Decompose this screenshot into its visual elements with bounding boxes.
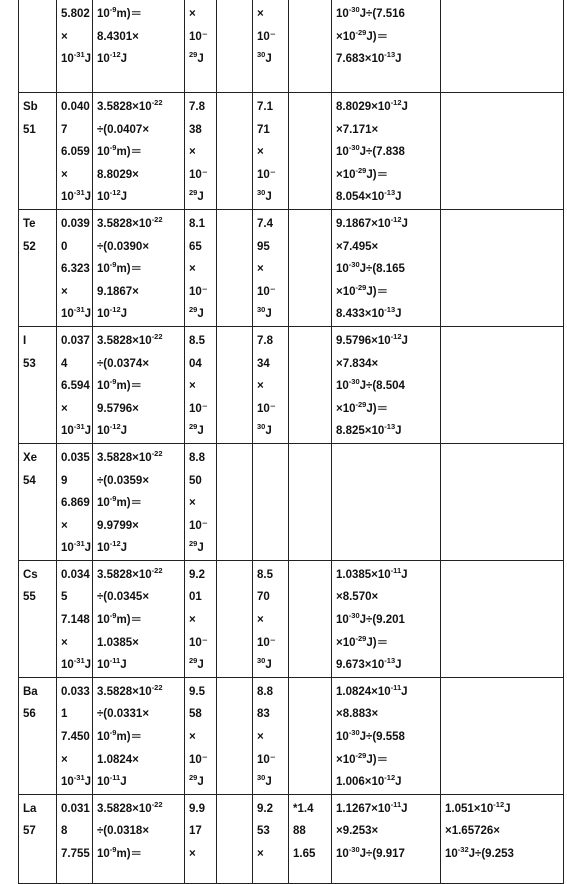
- extra-calc-cell: [441, 443, 564, 560]
- cell-line: ×: [189, 848, 196, 860]
- cell-line: $10^{-9}m)=$: [97, 494, 143, 510]
- cell-line: 10⁻: [189, 519, 208, 532]
- cell-line: ÷(0.0318×: [97, 825, 150, 838]
- cell-line: 4: [61, 357, 68, 370]
- cell-line: 1.0824×: [97, 753, 139, 766]
- cell-line: 1.0385×: [97, 636, 139, 649]
- value-cell: [57, 443, 93, 560]
- table-row: [19, 794, 564, 883]
- cell-line: 6.059: [61, 146, 90, 159]
- table-row: [19, 209, 564, 326]
- cell-line: 9.1867×: [97, 285, 139, 298]
- product-calc-cell: [332, 209, 441, 326]
- cell-line: $10^{-30}J\div(9.917$: [336, 845, 405, 860]
- value-cell: [57, 0, 93, 93]
- ratio-cell: [185, 326, 217, 443]
- cell-line: ×: [61, 30, 68, 43]
- cell-line: 0.033: [61, 685, 90, 698]
- cell-line: 65: [189, 240, 202, 253]
- cell-line: ×: [257, 731, 264, 744]
- cell-line: 57: [23, 825, 36, 838]
- note-cell: [289, 93, 332, 210]
- cell-line: $10^{-31}J$: [61, 305, 92, 321]
- cell-line: Ba: [23, 685, 38, 698]
- cell-line: 50: [189, 474, 202, 487]
- cell-line: 38: [189, 123, 202, 136]
- cell-line: 9.9: [189, 802, 205, 815]
- cell-line: $^{29}$J: [189, 188, 204, 204]
- cell-line: ÷(0.0345×: [97, 591, 150, 604]
- cell-line: ×1.65726×: [445, 825, 501, 838]
- energy-calc-cell: [93, 560, 185, 677]
- cell-line: $8.8029\times 10^{-12}J$: [336, 98, 408, 113]
- cell-line: $10^{-9}m)=$: [97, 143, 143, 159]
- cell-line: $1.0824\times 10^{-11}J$: [336, 682, 408, 698]
- energy-calc-cell: [93, 0, 185, 93]
- blank-cell: [217, 677, 253, 794]
- cell-line: 54: [23, 474, 36, 487]
- cell-line: 8.4301×: [97, 30, 139, 43]
- cell-line: $10^{-30}J\div(8.165$: [336, 260, 405, 276]
- cell-line: $10^{-30}J\div(7.516$: [336, 5, 405, 20]
- cell-line: 7.8: [189, 101, 205, 113]
- cell-line: $7.683\times 10^{-13}J$: [336, 50, 402, 66]
- cell-line: 0.040: [61, 101, 90, 113]
- energy-calc-cell: [93, 794, 185, 883]
- ratio-cell: [185, 677, 217, 794]
- cell-line: $10^{-31}J$: [61, 656, 92, 672]
- cell-line: 70: [257, 591, 270, 604]
- product-calc-cell: [332, 443, 441, 560]
- cell-line: ×7.171×: [336, 123, 379, 136]
- product-calc-cell: [332, 0, 441, 93]
- cell-line: $10^{-9}m)=$: [97, 5, 143, 20]
- energy-calc-cell: [93, 443, 185, 560]
- cell-line: 8.8029×: [97, 168, 139, 181]
- cell-line: ×: [257, 263, 264, 276]
- cell-line: $\times 10^{-29}J)=$: [336, 750, 389, 766]
- cell-line: $^{29}$J: [189, 539, 204, 555]
- cell-line: 10⁻: [189, 168, 208, 181]
- cell-line: 8.1: [189, 217, 205, 230]
- cell-line: 8.5: [189, 334, 205, 347]
- cell-line: ×: [257, 380, 264, 393]
- blank-cell: [217, 326, 253, 443]
- cell-line: $\times 10^{-29}J)=$: [336, 282, 389, 298]
- cell-line: ×: [61, 168, 68, 181]
- cell-line: 10⁻: [189, 402, 208, 415]
- cell-line: ×8.570×: [336, 591, 379, 604]
- cell-line: $1.051\times 10^{-12}J$: [445, 799, 511, 815]
- cell-line: $3.5828\times 10^{-22}$: [97, 799, 163, 815]
- cell-line: 51: [23, 123, 36, 136]
- cell-line: $\times 10^{-29}J)=$: [336, 165, 389, 181]
- extra-calc-cell: [441, 326, 564, 443]
- cell-line: $^{30}$J: [257, 773, 272, 789]
- ratio-cell: [185, 560, 217, 677]
- cell-line: ×: [189, 497, 196, 510]
- cell-line: 9.5796×: [97, 402, 139, 415]
- element-cell: [19, 794, 57, 883]
- energy-calc-cell: [93, 93, 185, 210]
- cell-line: I: [23, 334, 27, 347]
- cell-line: $3.5828\times 10^{-22}$: [97, 331, 163, 347]
- energy-calc-cell: [93, 677, 185, 794]
- cell-line: 7.8: [257, 334, 273, 347]
- cell-line: $^{29}$J: [189, 305, 204, 321]
- cell-line: $^{29}$J: [189, 656, 204, 672]
- cell-line: 8.8: [257, 685, 273, 698]
- cell-line: 9.9799×: [97, 519, 139, 532]
- value-cell: [57, 677, 93, 794]
- cell-line: $10^{-12}J$: [97, 422, 128, 438]
- cell-line: ×: [189, 8, 196, 20]
- cell-line: $^{29}$J: [189, 422, 204, 438]
- cell-line: 7.755: [61, 848, 90, 860]
- table-row: [19, 326, 564, 443]
- value-cell: [57, 209, 93, 326]
- cell-line: $^{30}$J: [257, 50, 272, 66]
- ratio-cell: [185, 209, 217, 326]
- cell-line: $10^{-12}J$: [97, 305, 128, 321]
- cell-line: 9.2: [257, 802, 273, 815]
- energy-calc-cell: [93, 326, 185, 443]
- cell-line: ×8.883×: [336, 708, 379, 721]
- cell-line: 7.148: [61, 614, 90, 627]
- cell-line: ×: [257, 614, 264, 627]
- cell-line: 7: [61, 123, 68, 136]
- cell-line: 56: [23, 708, 36, 721]
- ratio-cell: [185, 93, 217, 210]
- note-cell: [289, 560, 332, 677]
- cell-line: $10^{-30}J\div(7.838$: [336, 143, 405, 159]
- cell-line: $9.1867\times 10^{-12}J$: [336, 214, 408, 230]
- note-cell: [289, 0, 332, 93]
- table-row: [19, 443, 564, 560]
- cell-line: $10^{-11}J$: [97, 656, 127, 672]
- cell-line: $10^{-9}m)=$: [97, 845, 143, 860]
- cell-line: ×: [189, 146, 196, 159]
- cell-line: ×: [257, 8, 264, 20]
- cell-line: $3.5828\times 10^{-22}$: [97, 214, 163, 230]
- cell-line: $10^{-31}J$: [61, 188, 92, 204]
- cell-line: $10^{-11}J$: [97, 773, 127, 789]
- cell-line: $8.433\times 10^{-13}J$: [336, 305, 402, 321]
- element-cell: [19, 0, 57, 93]
- product-calc-cell: [332, 93, 441, 210]
- extra-calc-cell: [441, 93, 564, 210]
- cell-line: $3.5828\times 10^{-22}$: [97, 565, 163, 581]
- cell-line: $^{30}$J: [257, 656, 272, 672]
- cell-line: Cs: [23, 568, 38, 581]
- cell-line: 83: [257, 708, 270, 721]
- cell-line: 55: [23, 591, 36, 604]
- cell-line: 10⁻: [257, 636, 276, 649]
- cell-line: 7.4: [257, 217, 273, 230]
- cell-line: 53: [257, 825, 270, 838]
- cell-line: 17: [189, 825, 202, 838]
- cell-line: $^{29}$J: [189, 50, 204, 66]
- value-cell: [57, 794, 93, 883]
- cell-line: 1.65: [293, 848, 316, 860]
- value-cell: [57, 326, 93, 443]
- second-ratio-cell: [253, 443, 289, 560]
- element-cell: [19, 560, 57, 677]
- cell-line: 0: [61, 240, 68, 253]
- cell-line: Xe: [23, 451, 38, 464]
- cell-line: $3.5828\times 10^{-22}$: [97, 682, 163, 698]
- cell-line: ×: [61, 636, 68, 649]
- table-row: [19, 93, 564, 210]
- cell-line: $1.1267\times 10^{-11}J$: [336, 799, 408, 815]
- note-cell: [289, 209, 332, 326]
- extra-calc-cell: [441, 209, 564, 326]
- cell-line: $10^{-31}J$: [61, 539, 92, 555]
- cell-line: 6.323: [61, 263, 90, 276]
- blank-cell: [217, 93, 253, 210]
- cell-line: 95: [257, 240, 270, 253]
- second-ratio-cell: [253, 209, 289, 326]
- extra-calc-cell: [441, 560, 564, 677]
- second-ratio-cell: [253, 93, 289, 210]
- cell-line: $^{29}$J: [189, 773, 204, 789]
- cell-line: La: [23, 802, 37, 815]
- cell-line: 10⁻: [257, 30, 276, 43]
- cell-line: 5: [61, 591, 68, 604]
- cell-line: $1.006\times 10^{-12}J$: [336, 773, 402, 789]
- cell-line: 10⁻: [189, 753, 208, 766]
- cell-line: 10⁻: [257, 402, 276, 415]
- cell-line: 9.2: [189, 568, 205, 581]
- cell-line: ×: [61, 402, 68, 415]
- cell-line: 34: [257, 357, 270, 370]
- cell-line: ×9.253×: [336, 825, 379, 838]
- blank-cell: [217, 794, 253, 883]
- cell-line: $10^{-31}J$: [61, 50, 92, 66]
- cell-line: ×7.834×: [336, 357, 379, 370]
- element-cell: [19, 677, 57, 794]
- cell-line: 0.039: [61, 217, 90, 230]
- cell-line: *1.4: [293, 802, 314, 815]
- cell-line: $10^{-32}J\div(9.253$: [445, 845, 514, 860]
- cell-line: $10^{-30}J\div(9.558$: [336, 728, 405, 744]
- energy-calc-cell: [93, 209, 185, 326]
- cell-line: ÷(0.0374×: [97, 357, 150, 370]
- ratio-cell: [185, 443, 217, 560]
- cell-line: $10^{-30}J\div(9.201$: [336, 611, 405, 627]
- cell-line: 01: [189, 591, 202, 604]
- cell-line: 52: [23, 240, 36, 253]
- table-row: [19, 0, 564, 93]
- cell-line: 0.034: [61, 568, 90, 581]
- product-calc-cell: [332, 326, 441, 443]
- cell-line: $^{30}$J: [257, 188, 272, 204]
- cell-line: 10⁻: [257, 168, 276, 181]
- cell-line: ÷(0.0331×: [97, 708, 150, 721]
- note-cell: [289, 677, 332, 794]
- cell-line: $10^{-9}m)=$: [97, 260, 143, 276]
- cell-line: 58: [189, 708, 202, 721]
- cell-line: 7.1: [257, 101, 273, 113]
- blank-cell: [217, 560, 253, 677]
- cell-line: $10^{-31}J$: [61, 773, 92, 789]
- ratio-cell: [185, 0, 217, 93]
- cell-line: 88: [293, 825, 306, 838]
- cell-line: 8: [61, 825, 68, 838]
- cell-line: 6.594: [61, 380, 90, 393]
- extra-calc-cell: [441, 677, 564, 794]
- cell-line: $10^{-12}J$: [97, 50, 128, 66]
- cell-line: ×: [257, 146, 264, 159]
- cell-line: $\times 10^{-29}J)=$: [336, 27, 389, 43]
- cell-line: $8.054\times 10^{-13}J$: [336, 188, 402, 204]
- table-row: [19, 677, 564, 794]
- energy-calculation-table: [18, 0, 564, 884]
- cell-line: ×: [189, 380, 196, 393]
- element-cell: [19, 326, 57, 443]
- cell-line: 1: [61, 708, 68, 721]
- cell-line: 9: [61, 474, 68, 487]
- ratio-cell: [185, 794, 217, 883]
- extra-calc-cell: [441, 794, 564, 883]
- second-ratio-cell: [253, 794, 289, 883]
- element-cell: [19, 93, 57, 210]
- second-ratio-cell: [253, 0, 289, 93]
- note-cell: [289, 326, 332, 443]
- cell-line: $10^{-9}m)=$: [97, 728, 143, 744]
- cell-line: 0.035: [61, 451, 90, 464]
- cell-line: ×: [61, 753, 68, 766]
- cell-line: 8.5: [257, 568, 273, 581]
- element-cell: [19, 443, 57, 560]
- cell-line: $\times 10^{-29}J)=$: [336, 399, 389, 415]
- second-ratio-cell: [253, 326, 289, 443]
- cell-line: 5.802: [61, 8, 90, 20]
- cell-line: ×: [61, 519, 68, 532]
- cell-line: ×7.495×: [336, 240, 379, 253]
- cell-line: $9.5796\times 10^{-12}J$: [336, 331, 408, 347]
- cell-line: $1.0385\times 10^{-11}J$: [336, 565, 408, 581]
- cell-line: $3.5828\times 10^{-22}$: [97, 98, 163, 113]
- cell-line: 10⁻: [189, 285, 208, 298]
- cell-line: $\times 10^{-29}J)=$: [336, 633, 389, 649]
- cell-line: ×: [189, 731, 196, 744]
- product-calc-cell: [332, 677, 441, 794]
- cell-line: $10^{-30}J\div(8.504$: [336, 377, 405, 393]
- cell-line: ÷(0.0390×: [97, 240, 150, 253]
- cell-line: 0.037: [61, 334, 90, 347]
- cell-line: 10⁻: [257, 753, 276, 766]
- blank-cell: [217, 209, 253, 326]
- element-cell: [19, 209, 57, 326]
- cell-line: $9.673\times 10^{-13}J$: [336, 656, 402, 672]
- product-calc-cell: [332, 794, 441, 883]
- cell-line: 53: [23, 357, 36, 370]
- cell-line: 10⁻: [257, 285, 276, 298]
- cell-line: ÷(0.0407×: [97, 123, 150, 136]
- cell-line: Te: [23, 217, 36, 230]
- blank-cell: [217, 443, 253, 560]
- cell-line: $^{30}$J: [257, 305, 272, 321]
- product-calc-cell: [332, 560, 441, 677]
- cell-line: $10^{-9}m)=$: [97, 611, 143, 627]
- extra-calc-cell: [441, 0, 564, 93]
- note-cell: [289, 794, 332, 883]
- cell-line: 7.450: [61, 731, 90, 744]
- cell-line: ×: [257, 848, 264, 860]
- cell-line: 0.031: [61, 802, 90, 815]
- value-cell: [57, 93, 93, 210]
- cell-line: 10⁻: [189, 636, 208, 649]
- table-row: [19, 560, 564, 677]
- value-cell: [57, 560, 93, 677]
- note-cell: [289, 443, 332, 560]
- cell-line: ×: [189, 614, 196, 627]
- cell-line: 9.5: [189, 685, 205, 698]
- second-ratio-cell: [253, 560, 289, 677]
- cell-line: 71: [257, 123, 270, 136]
- cell-line: $10^{-31}J$: [61, 422, 92, 438]
- cell-line: $^{30}$J: [257, 422, 272, 438]
- cell-line: ×: [189, 263, 196, 276]
- cell-line: $3.5828\times 10^{-22}$: [97, 448, 163, 464]
- cell-line: $10^{-12}J$: [97, 188, 128, 204]
- cell-line: $8.825\times 10^{-13}J$: [336, 422, 402, 438]
- cell-line: 6.869: [61, 497, 90, 510]
- cell-line: 10⁻: [189, 30, 208, 43]
- blank-cell: [217, 0, 253, 93]
- cell-line: $10^{-9}m)=$: [97, 377, 143, 393]
- cell-line: Sb: [23, 101, 38, 113]
- second-ratio-cell: [253, 677, 289, 794]
- cell-line: 04: [189, 357, 202, 370]
- cell-line: ÷(0.0359×: [97, 474, 150, 487]
- cell-line: 8.8: [189, 451, 205, 464]
- cell-line: ×: [61, 285, 68, 298]
- cell-line: $10^{-12}J$: [97, 539, 128, 555]
